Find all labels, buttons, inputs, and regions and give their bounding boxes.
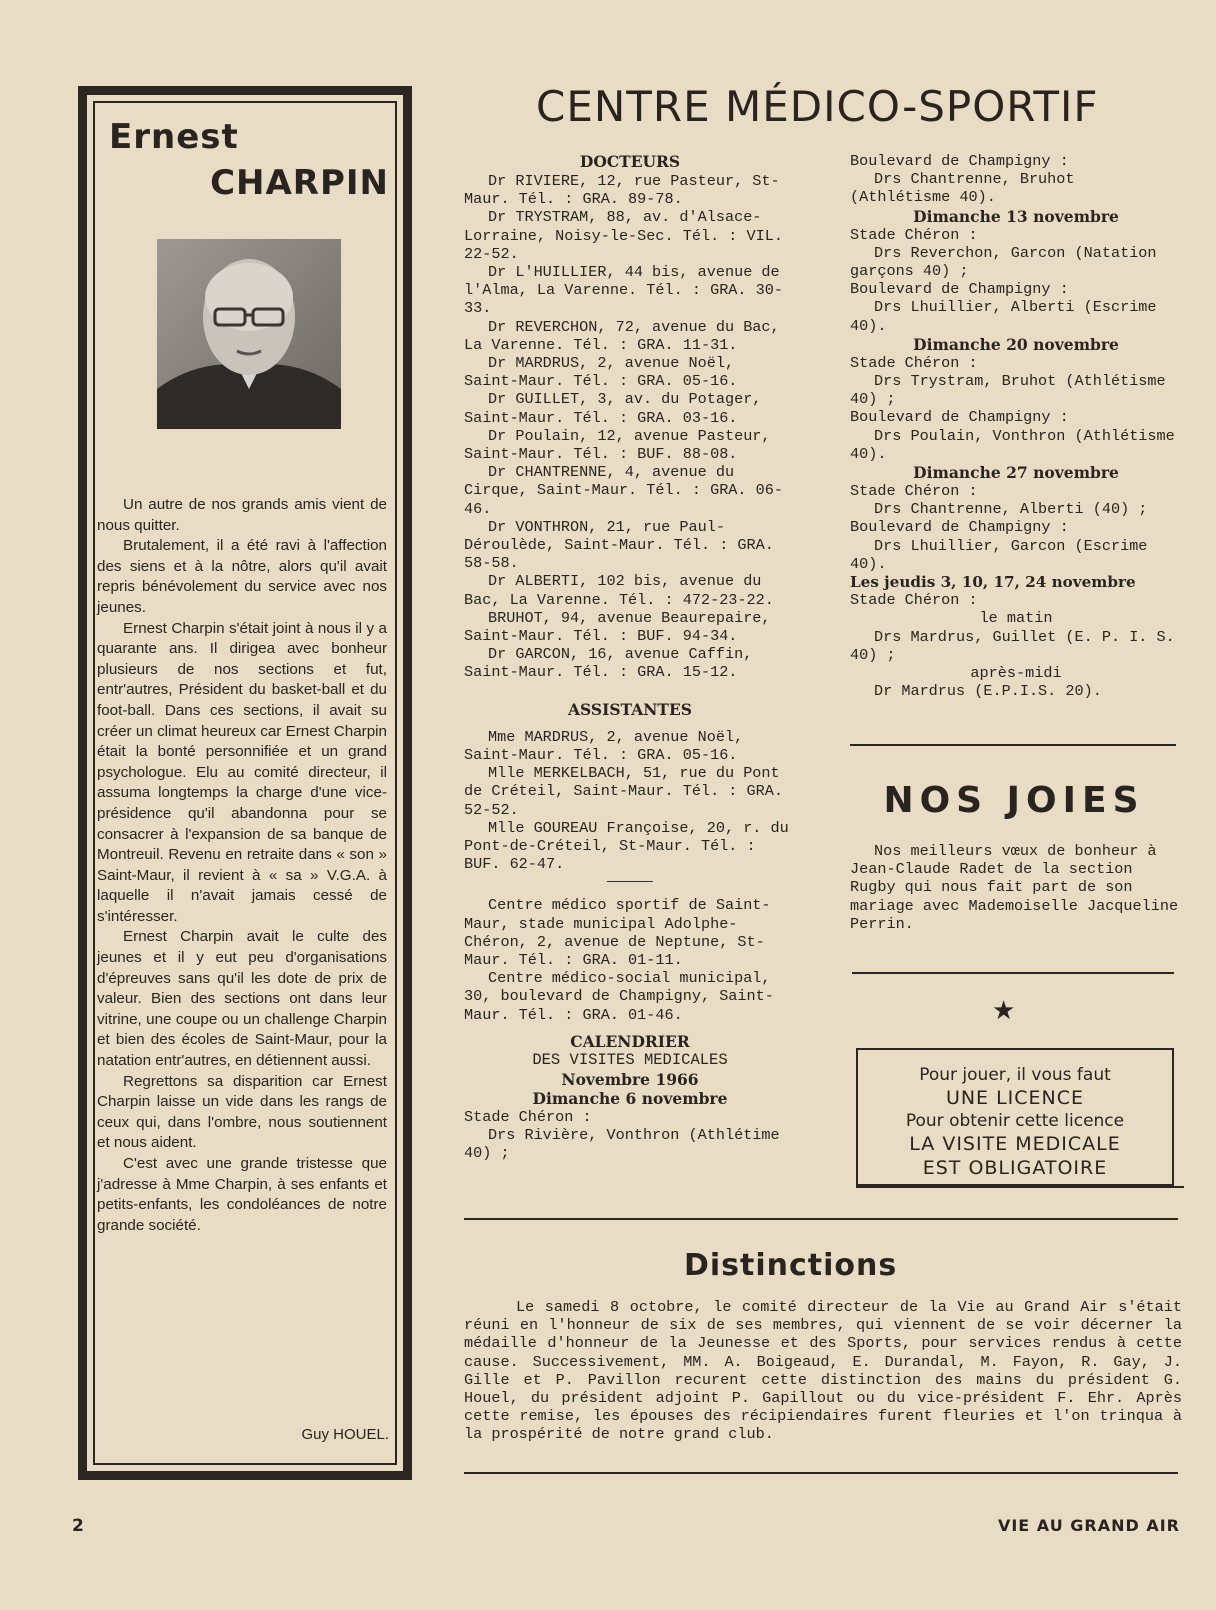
- calendar-venue: Stade Chéron :: [464, 1107, 592, 1126]
- calendar-time-of-day: le matin: [979, 609, 1053, 628]
- calendar-venue: Stade Chéron :: [850, 225, 978, 244]
- calendar-month: Novembre 1966: [561, 1069, 699, 1089]
- section-separator: [607, 881, 653, 882]
- obituary-first-name: Ernest: [109, 117, 239, 157]
- obituary-paragraph: Ernest Charpin s'était joint à nous il y a quarante ans. Il dirigea avec bonheur plusieurs de nos sections et fut, entr'autres, Président du basket-ball et du foot-ball. Dans ces sections, il avait su créer un climat heureux car Ernest Charpin était la bonté personnifiée et un grand psychologue. Elu au comité directeur, il assuma longtemps la charge d'une vice-présidence qu'il abandonna pour se consacrer à l'expansion de sa banque de Montreuil. Revenu en retraite dans « son » Saint-Maur, il revient à « sa » V.G.A. à laquelle il n'avait jamais cessé de s'intéresser.: [97, 619, 387, 925]
- centre-title: CENTRE MÉDICO-SPORTIF: [536, 82, 1099, 131]
- calendar-date: Dimanche 13 novembre: [913, 206, 1119, 226]
- divider-rule: [464, 1472, 1178, 1474]
- obituary-box: [78, 86, 412, 1480]
- doctor-entry: Dr ALBERTI, 102 bis, avenue du Bac, La Varenne. Tél. : 472-23-22.: [464, 572, 774, 609]
- divider-rule: [850, 744, 1176, 746]
- licence-line: LA VISITE MEDICALE: [909, 1133, 1121, 1155]
- calendar-doctors: Drs Rivière, Vonthron (Athlétime 40) ;: [464, 1125, 780, 1163]
- centre-column-1: [464, 152, 796, 1162]
- calendar-venue: Boulevard de Champigny :: [850, 152, 1069, 170]
- obituary-paragraph: Un autre de nos grands amis vient de nous quitter.: [97, 496, 387, 534]
- nos-joies-title: NOS JOIES: [883, 780, 1145, 821]
- portrait-photo: [157, 239, 341, 429]
- spacer: [464, 720, 796, 728]
- doctor-entry: Dr L'HUILLIER, 44 bis, avenue de l'Alma, La Varenne. Tél. : GRA. 30-33.: [464, 263, 783, 318]
- divider-rule: [856, 1186, 1184, 1188]
- divider-rule: [464, 1218, 1178, 1220]
- star-icon: ★: [992, 996, 1016, 1026]
- docteurs-heading: DOCTEURS: [579, 152, 681, 171]
- obituary-signature: Guy HOUEL.: [301, 1426, 389, 1443]
- calendar-doctors: Drs Chantrenne, Bruhot (Athlétisme 40).: [850, 170, 1075, 207]
- publication-name: VIE AU GRAND AIR: [997, 1516, 1180, 1535]
- calendar-thursdays: Les jeudis 3, 10, 17, 24 novembre: [850, 573, 1136, 592]
- assistant-entry: Mlle MERKELBACH, 51, rue du Pont de Créteil, Saint-Maur. Tél. : GRA. 52-52.: [464, 764, 783, 819]
- centre-column-2: [850, 152, 1182, 700]
- nos-joies-text: Nos meilleurs vœux de bonheur à Jean-Claude Radet de la section Rugby qui nous fait part de son mariage avec Mademoiselle Jacqueline Perrin.: [850, 842, 1179, 933]
- spacer: [464, 682, 796, 700]
- spacer: [464, 1024, 796, 1032]
- calendar-doctors: Drs Lhuillier, Garcon (Escrime 40).: [850, 536, 1148, 573]
- obituary-paragraph: Ernest Charpin avait le culte des jeunes et il y eut peu d'organisations d'épreuves sans qu'il les dote de prix de valeur. Bien des sections ont dans leur vitrine, une coupe ou un challenge Charpin et bien des écoles de Saint-Maur, pour la natation entr'autres, en détiennent aussi.: [97, 928, 387, 1070]
- calendar-date: Dimanche 6 novembre: [532, 1088, 728, 1108]
- doctor-entry: Dr GUILLET, 3, av. du Potager, Saint-Maur. Tél. : GRA. 03-16.: [464, 390, 762, 427]
- doctor-entry: Dr REVERCHON, 72, avenue du Bac, La Varenne. Tél. : GRA. 11-31.: [464, 317, 780, 354]
- doctor-entry: Dr GARCON, 16, avenue Caffin, Saint-Maur. Tél. : GRA. 15-12.: [464, 645, 753, 682]
- calendar-doctors: Drs Poulain, Vonthron (Athlétisme 40).: [850, 426, 1175, 463]
- calendar-venue: Stade Chéron :: [850, 591, 978, 610]
- obituary-paragraph: Brutalement, il a été ravi à l'affection des siens et à la nôtre, alors qu'il avait repris bénévolement du service avec nos jeunes.: [97, 537, 387, 616]
- portrait-illustration: [157, 239, 341, 429]
- doctor-entry: Dr CHANTRENNE, 4, avenue du Cirque, Saint-Maur. Tél. : GRA. 06-46.: [464, 463, 783, 518]
- obituary-paragraph: Regrettons sa disparition car Ernest Charpin laisse un vide dans les rangs de ceux qui, dans l'ombre, nous soutiennent et nous aident.: [97, 1072, 387, 1152]
- licence-line: Pour obtenir cette licence: [905, 1111, 1125, 1131]
- doctor-entry: Dr VONTHRON, 21, rue Paul-Déroulède, Saint-Maur. Tél. : GRA. 58-58.: [464, 517, 774, 573]
- calendar-doctors: Drs Lhuillier, Alberti (Escrime 40).: [850, 298, 1157, 335]
- licence-line: Pour jouer, il vous faut: [919, 1065, 1111, 1085]
- calendar-doctors: Drs Trystram, Bruhot (Athlétisme 40) ;: [850, 372, 1166, 409]
- assistant-entry: Mlle GOUREAU Françoise, 20, r. du Pont-de-Créteil, St-Maur. Tél. : BUF. 62-47.: [464, 818, 789, 874]
- calendar-date: Dimanche 20 novembre: [913, 334, 1119, 354]
- licence-notice-box: [856, 1048, 1174, 1186]
- calendar-venue: Boulevard de Champigny :: [850, 280, 1069, 299]
- calendar-heading: CALENDRIER: [570, 1031, 690, 1051]
- calendar-date: Dimanche 27 novembre: [913, 463, 1119, 483]
- licence-line: EST OBLIGATOIRE: [922, 1157, 1108, 1179]
- distinctions-text: Le samedi 8 octobre, le comité directeur de la Vie au Grand Air s'était réuni en l'honneur de six de ses membres, qui viennent de se voir décerner la médaille d'honneur de la Jeunesse et des Sports, pour services rendus à cette cause. Successivement, MM. A. Boigeaud, E. Durandal, M. Fayon, R. Gay, J. Gille et P. Pavillon recurent cette distinction des mains du président G. Houel, du président adjoint P. Gapillout ou du vice-président F. Ehr. Après cette remise, les épouses des récipiendaires furent fleuries et l'on trinqua à la prospérité de notre grand club.: [464, 1298, 1182, 1444]
- calendar-doctors: Drs Chantrenne, Alberti (40) ;: [874, 500, 1148, 519]
- licence-line: UNE LICENCE: [945, 1087, 1085, 1109]
- doctor-entry: Dr MARDRUS, 2, avenue Noël, Saint-Maur. Tél. : GRA. 05-16.: [464, 354, 738, 391]
- calendar-venue: Stade Chéron :: [850, 482, 978, 501]
- doctor-entry: Dr RIVIERE, 12, rue Pasteur, St-Maur. Tél. : GRA. 89-78.: [464, 172, 780, 209]
- page-number: 2: [72, 1516, 84, 1536]
- assistantes-heading: ASSISTANTES: [568, 699, 692, 719]
- calendar-time-of-day: après-midi: [970, 664, 1062, 683]
- calendar-venue: Boulevard de Champigny :: [850, 518, 1069, 537]
- obituary-paragraph: C'est avec une grande tristesse que j'adresse à Mme Charpin, à ses enfants et petits-enfants, les condoléances de notre grande société.: [97, 1155, 387, 1234]
- calendar-doctors: Drs Reverchon, Garcon (Natation garçons 40) ;: [850, 243, 1157, 281]
- centre-address: Centre médico sportif de Saint-Maur, stade municipal Adolphe-Chéron, 2, avenue de Neptune, St-Maur. Tél. : GRA. 01-11.: [464, 896, 771, 969]
- calendar-venue: Stade Chéron :: [850, 353, 978, 372]
- calendar-doctors: Drs Mardrus, Guillet (E. P. I. S. 40) ;: [850, 627, 1175, 664]
- centre-address: Centre médico-social municipal, 30, boulevard de Champigny, Saint-Maur. Tél. : GRA. 01-46.: [464, 969, 774, 1024]
- divider-rule: [852, 972, 1174, 974]
- calendar-venue: Boulevard de Champigny :: [850, 408, 1069, 427]
- obituary-last-name: CHARPIN: [210, 163, 389, 203]
- assistant-entry: Mme MARDRUS, 2, avenue Noël, Saint-Maur. Tél. : GRA. 05-16.: [464, 727, 744, 764]
- obituary-text: [97, 495, 387, 1236]
- distinctions-title: Distinctions: [684, 1248, 898, 1283]
- doctor-entry: Dr TRYSTRAM, 88, av. d'Alsace-Lorraine, Noisy-le-Sec. Tél. : VIL. 22-52.: [464, 208, 783, 263]
- calendar-subheading: DES VISITES MEDICALES: [532, 1050, 728, 1069]
- doctor-entry: BRUHOT, 94, avenue Beaurepaire, Saint-Maur. Tél. : BUF. 94-34.: [464, 608, 771, 646]
- doctor-entry: Dr Poulain, 12, avenue Pasteur, Saint-Maur. Tél. : BUF. 88-08.: [464, 426, 771, 464]
- calendar-doctors: Dr Mardrus (E.P.I.S. 20).: [874, 682, 1102, 701]
